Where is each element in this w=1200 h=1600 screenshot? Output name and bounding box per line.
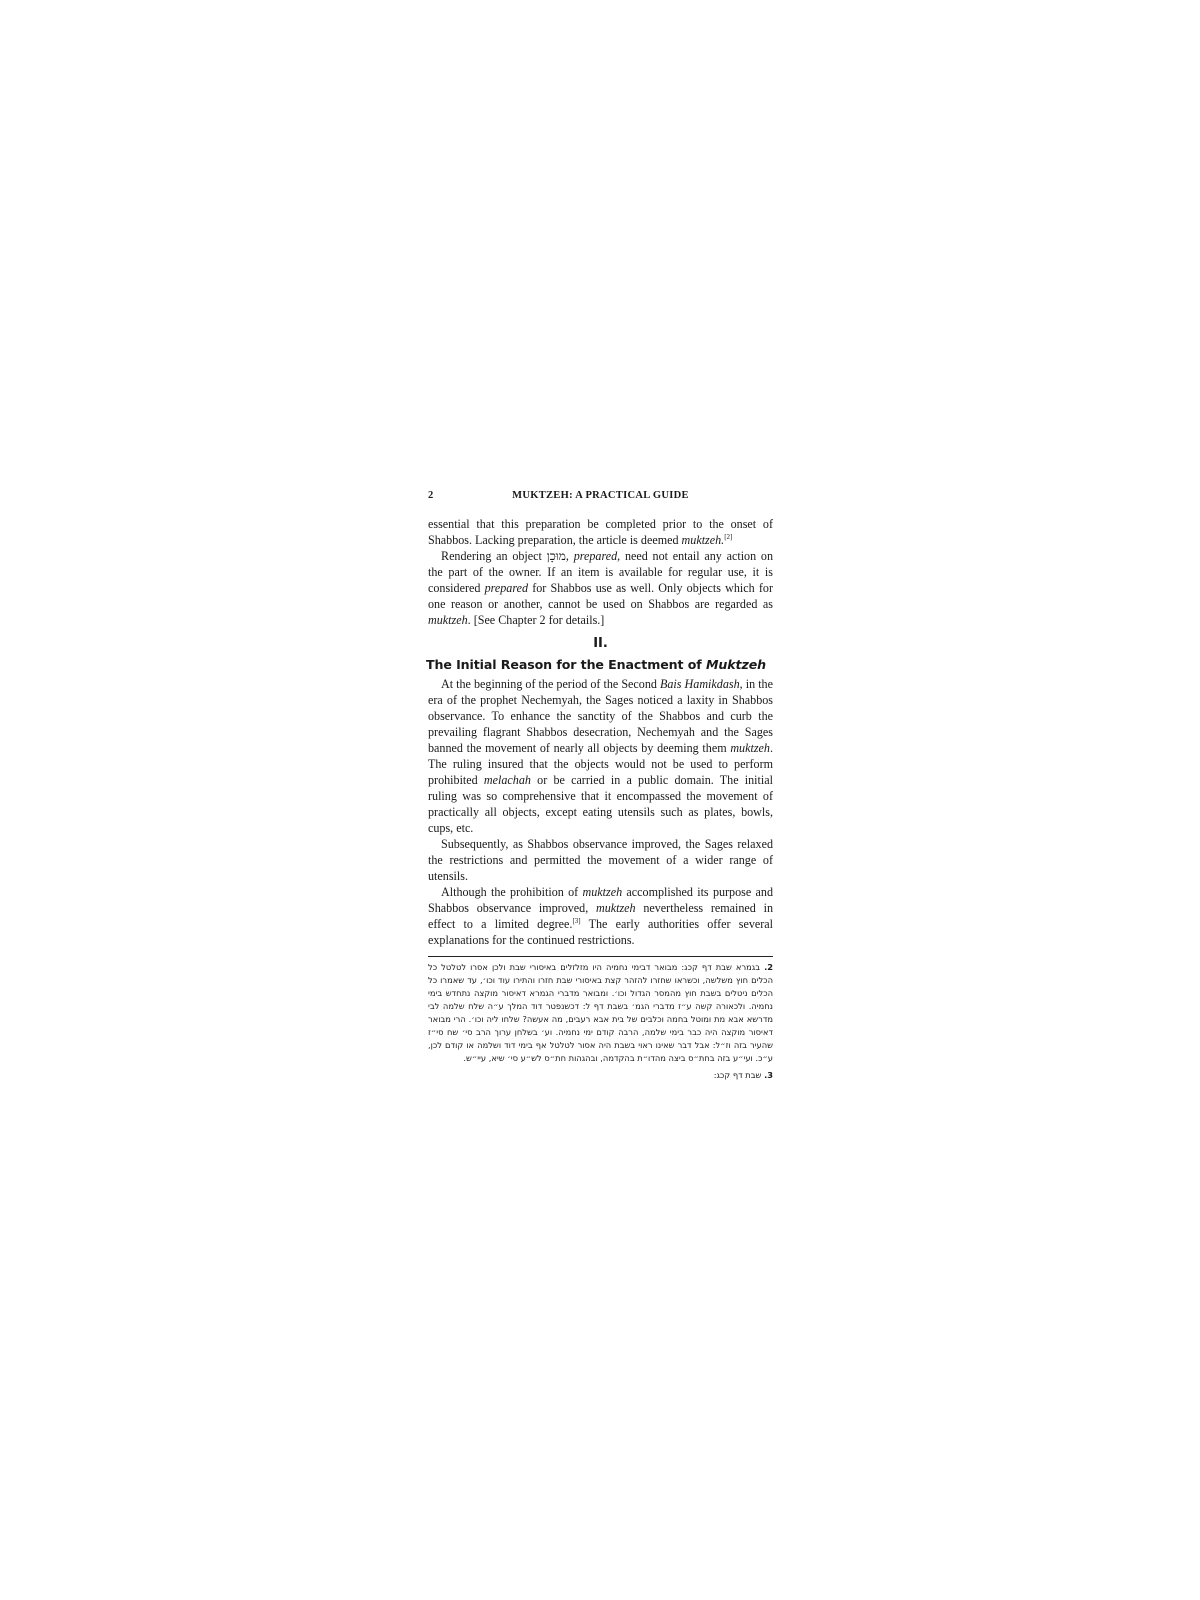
footnote-2: [428, 961, 773, 1065]
paragraph-continuation: [428, 516, 773, 548]
paragraph-text: . [See Chapter 2 for details.]: [467, 613, 605, 627]
footnote-text: בגמרא שבת דף קכג: מבואר דבימי נחמיה היו מזלזלים באיסורי שבת ולכן אסרו לטלטל כל הכלים חוץ משלשה, וכשראו שחזרו להזהר קצת באיסורי שבת חזרו והתירו עוד וכו׳, עד שאמרו כל הכלים ניטלים בשבת חוץ מהמסר הגדול וכו׳. ומבואר מדברי הגמרא דאיסור מוקצה נתחדש בימי נחמיה. ולכאורה קשה ע״ז מדברי הגמ׳ בשבת דף ל: דכשנפטר דוד המלך ע״ה שלח שלמה לבי מדרשא אבא מת ומוטל בחמה וכלבים של בית אבא רעבים, מה אעשה? שלחו ליה וכו׳. הרי מבואר דאיסור מוקצה היה כבר בימי שלמה, הרבה קודם ימי נחמיה. וע׳ בשלחן ערוך הרב סי׳ שח סי״ז שהעיר בזה וז״ל: אבל דבר שאינו ראוי בשבת היה אסור לטלטל אף בימי דוד ושלמה או קודם לכן, ע״כ. ועי״ע בזה בחת״ס ביצה מהדו״ת בהקדמה, ובהגהות חת״ס לש״ע סי׳ שיא, עיי״ש.: [428, 962, 773, 1063]
paragraph-although: [428, 884, 773, 948]
footnote-divider: [428, 956, 773, 957]
paragraph-text: for Shabbos use as well. Only objects which for one reason or another, cannot be used on Shabbos are regarded as: [428, 581, 773, 611]
paragraph-text: . The ruling insured that the objects would not be used to perform prohibited: [428, 741, 773, 787]
section-heading-italic: Muktzeh: [705, 657, 766, 672]
footnote-number: 2.: [764, 962, 773, 972]
term-muktzeh: muktzeh: [595, 901, 636, 915]
book-page: [428, 490, 773, 1086]
term-prepared: prepared: [573, 549, 618, 563]
footnotes: [428, 961, 773, 1082]
paragraph-text: Subsequently, as Shabbos observance improved, the Sages relaxed the restrictions and permitted the movement of a wider range of utensils.: [428, 837, 773, 883]
running-head: [428, 490, 773, 506]
term-melachah: melachah: [483, 773, 531, 787]
body-text: [428, 516, 773, 948]
footnote-ref-2: [2]: [724, 533, 733, 541]
term-muktzeh: muktzeh.: [681, 533, 725, 547]
paragraph-text: , in the era of the prophet Nechemyah, the Sages noticed a laxity in Shabbos observance. To enhance the sanctity of the Shabbos and curb the prevailing flagrant Shabbos desecration, Nechemyah and the Sages banned the movement of nearly all objects by deeming them: [428, 677, 773, 755]
paragraph-text: At the beginning of the period of the Second: [441, 677, 660, 691]
paragraph-text: The early authorities offer several explanations for the continued restrictions.: [428, 917, 773, 947]
paragraph-prepared: [428, 548, 773, 628]
section-number: II.: [593, 636, 608, 651]
term-muktzeh: muktzeh: [730, 741, 770, 755]
paragraph-history: [428, 676, 773, 836]
term-prepared: prepared: [484, 581, 529, 595]
section-heading: [426, 656, 773, 673]
paragraph-text: , need not entail any action on the part of the owner. If an item is available for regular use, it is considered: [428, 549, 774, 595]
footnote-number: 3.: [764, 1070, 773, 1080]
footnote-3: [428, 1069, 773, 1082]
footnote-ref-3: [3]: [572, 917, 581, 925]
paragraph-text: Although the prohibition of: [441, 885, 583, 899]
hebrew-term-muchan: מוּכָן: [546, 549, 566, 563]
paragraph-subsequently: [428, 836, 773, 884]
footnote-text: שבת דף קכג:: [713, 1070, 762, 1080]
section-heading-text: The Initial Reason for the Enactment of: [426, 657, 706, 672]
paragraph-text: Rendering an object: [441, 549, 547, 563]
term-bais-hamikdash: Bais Hamikdash: [659, 677, 740, 691]
paragraph-text: or be carried in a public domain. The initial ruling was so comprehensive that it encompassed the movement of practically all objects, except eating utensils such as plates, bowls, cups, etc.: [428, 773, 773, 835]
paragraph-text: nevertheless remained in effect to a limited degree.: [428, 901, 773, 931]
page-number: 2: [428, 490, 434, 501]
paragraph-text: essential that this preparation be completed prior to the onset of Shabbos. Lacking preparation, the article is deemed: [428, 517, 773, 547]
paragraph-text: accomplished its purpose and Shabbos observance improved,: [428, 885, 773, 915]
running-title: MUKTZEH: A PRACTICAL GUIDE: [512, 490, 689, 501]
paragraph-text: ,: [565, 549, 574, 563]
term-muktzeh: muktzeh: [582, 885, 623, 899]
term-muktzeh: muktzeh: [428, 613, 468, 627]
